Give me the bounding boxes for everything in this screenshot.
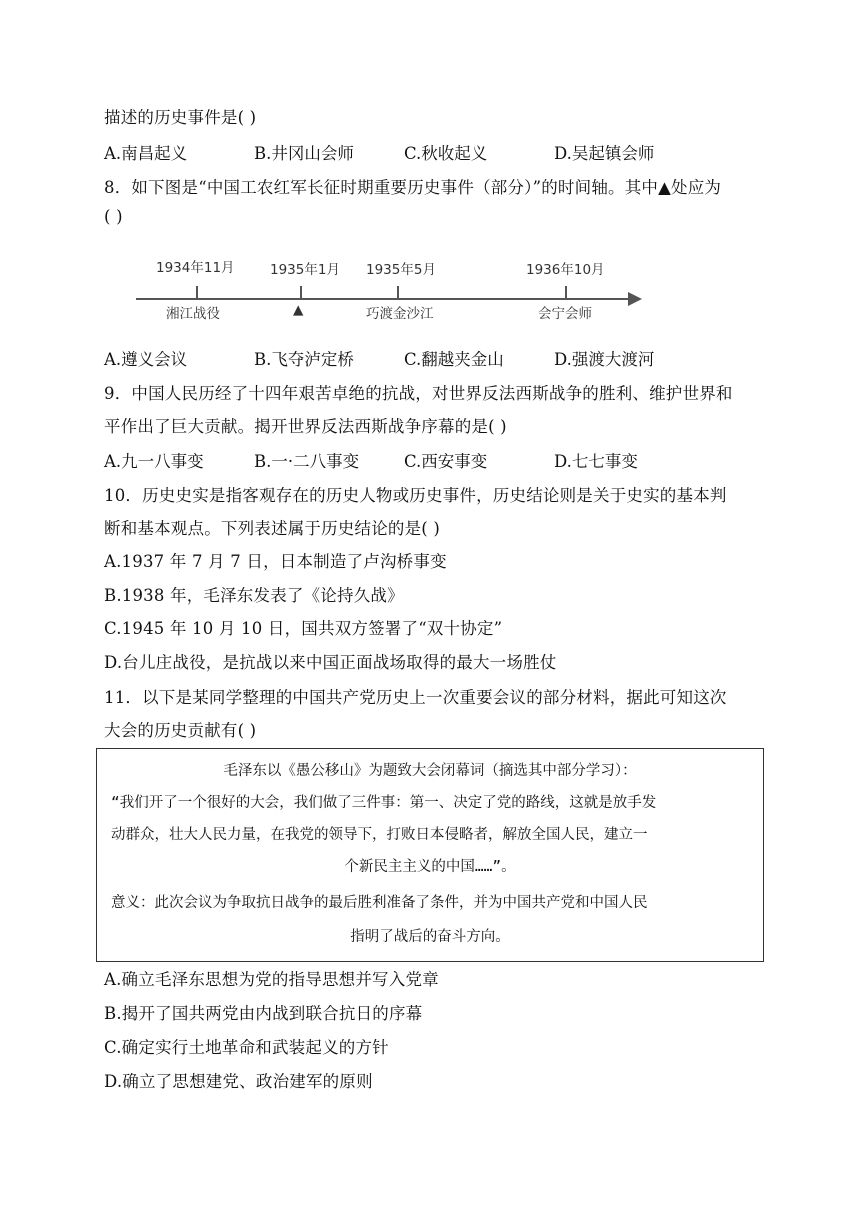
- q10-option-a: A.1937 年 7 月 7 日，日本制造了卢沟桥事变: [104, 552, 447, 571]
- timeline-tick: [300, 286, 302, 298]
- q9-option-d: D.七七事变: [554, 452, 638, 471]
- q10-stem-line2: 断和基本观点。下列表述属于历史结论的是( ): [104, 519, 441, 538]
- timeline-tick: [565, 286, 567, 298]
- q7-option-d: D.吴起镇会师: [554, 144, 655, 163]
- timeline-tick: [196, 286, 198, 298]
- q10-option-d: D.台儿庄战役，是抗战以来中国正面战场取得的最大一场胜仗: [104, 653, 557, 672]
- timeline-year: 1936年10月: [526, 262, 605, 278]
- q11-option-c: C.确定实行土地革命和武装起义的方针: [104, 1038, 389, 1057]
- q10-stem-line1: 10．历史史实是指客观存在的历史人物或历史事件，历史结论则是关于史实的基本判: [104, 486, 727, 505]
- long-march-timeline: [130, 244, 650, 334]
- timeline-event: 会宁会师: [538, 306, 592, 322]
- timeline-tick: [397, 286, 399, 298]
- q11-option-b: B.揭开了国共两党由内战到联合抗日的序幕: [104, 1004, 423, 1023]
- material-quote-line: “我们开了一个很好的大会，我们做了三件事：第一、决定了党的路线，这就是放手发: [111, 795, 657, 811]
- q8-stem-line1: 8．如下图是“中国工农红军长征时期重要历史事件（部分）”的时间轴。其中▲处应为: [104, 178, 722, 197]
- triangle-icon: ▲: [293, 302, 304, 318]
- q7-option-a: A.南昌起义: [104, 144, 188, 163]
- timeline-year: 1935年5月: [366, 262, 436, 278]
- q10-option-c: C.1945 年 10 月 10 日，国共双方签署了“双十协定”: [104, 619, 503, 638]
- q8-option-c: C.翻越夹金山: [404, 350, 504, 369]
- q9-stem-line1: 9．中国人民历经了十四年艰苦卓绝的抗战，对世界反法西斯战争的胜利、维护世界和: [104, 384, 733, 403]
- q7-option-c: C.秋收起义: [404, 144, 488, 163]
- q11-stem-line2: 大会的历史贡献有( ): [104, 721, 257, 740]
- q8-option-d: D.强渡大渡河: [554, 350, 655, 369]
- timeline-event: 巧渡金沙江: [366, 306, 434, 322]
- material-title: 毛泽东以《愚公移山》为题致大会闭幕词（摘选其中部分学习）：: [223, 763, 637, 779]
- material-box: [96, 748, 764, 962]
- q8-option-a: A.遵义会议: [104, 350, 188, 369]
- q11-option-a: A.确立毛泽东思想为党的指导思想并写入党章: [104, 970, 439, 989]
- q9-option-a: A.九一八事变: [104, 452, 204, 471]
- timeline-year: 1934年11月: [156, 260, 235, 276]
- timeline-year: 1935年1月: [270, 262, 340, 278]
- material-meaning-line: 指明了战后的奋斗方向。: [350, 929, 510, 945]
- timeline-event: 湘江战役: [166, 306, 220, 322]
- q11-option-d: D.确立了思想建党、政治建军的原则: [104, 1072, 373, 1091]
- q8-stem-line2: ( ): [104, 207, 123, 226]
- q7-stem: 描述的历史事件是( ): [104, 108, 257, 127]
- q10-option-b: B.1938 年，毛泽东发表了《论持久战》: [104, 586, 404, 605]
- q9-stem-line2: 平作出了巨大贡献。揭开世界反法西斯战争序幕的是( ): [104, 417, 507, 436]
- material-meaning-line: 意义：此次会议为争取抗日战争的最后胜利准备了条件，并为中国共产党和中国人民: [111, 895, 648, 911]
- q8-option-b: B.飞夺泸定桥: [254, 350, 354, 369]
- arrow-right-icon: [628, 292, 642, 306]
- q9-option-b: B.一·二八事变: [254, 452, 360, 471]
- material-quote-line: 个新民主主义的中国……”。: [344, 859, 516, 875]
- q9-option-c: C.西安事变: [404, 452, 488, 471]
- q11-stem-line1: 11．以下是某同学整理的中国共产党历史上一次重要会议的部分材料，据此可知这次: [104, 688, 727, 707]
- q7-option-b: B.井冈山会师: [254, 144, 354, 163]
- material-quote-line: 动群众，壮大人民力量，在我党的领导下，打败日本侵略者，解放全国人民，建立一: [111, 827, 648, 843]
